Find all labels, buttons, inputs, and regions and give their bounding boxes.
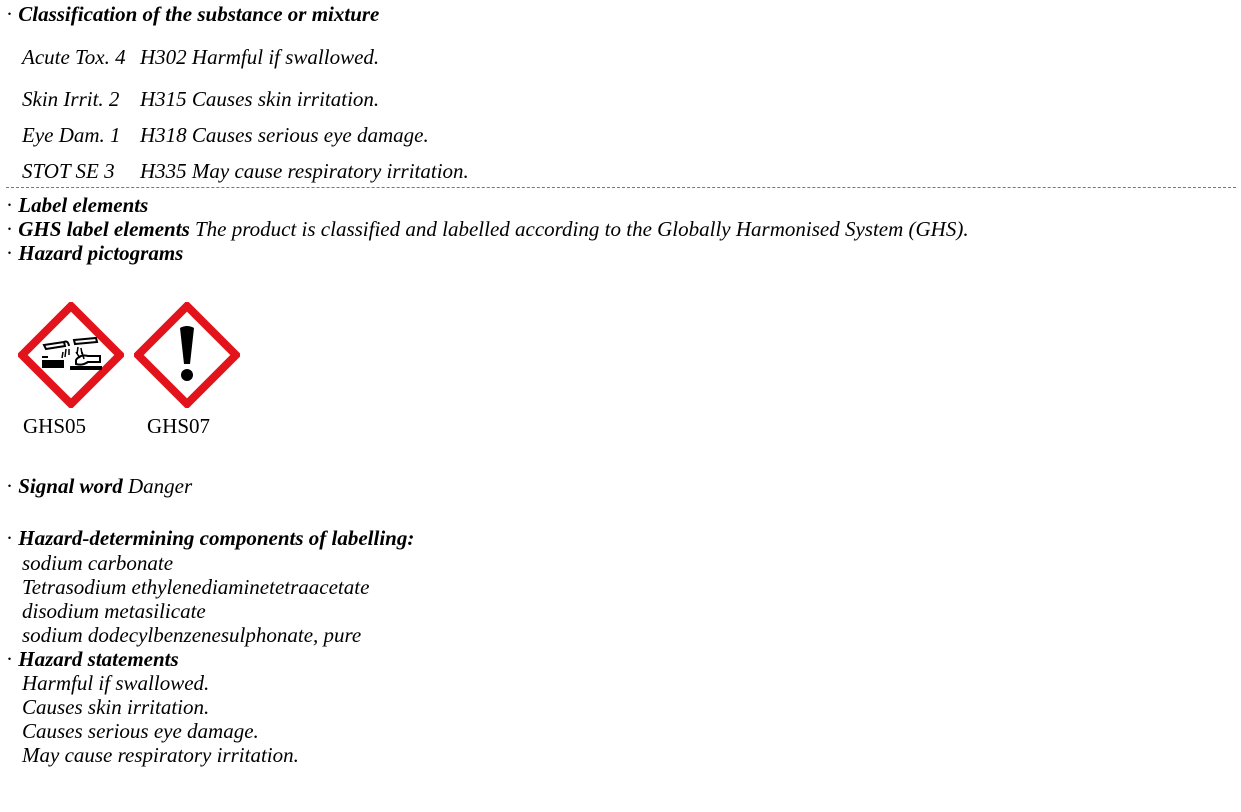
classification-row xyxy=(22,123,429,148)
classification-category: STOT SE 3 xyxy=(22,159,115,183)
ghs-label-elements-line xyxy=(6,217,969,242)
classification-statement: H315 Causes skin irritation. xyxy=(140,87,380,111)
classification-category: Eye Dam. 1 xyxy=(22,123,121,147)
signal-word-line xyxy=(6,474,192,499)
bullet: · xyxy=(6,526,13,550)
bullet: · xyxy=(6,647,13,671)
classification-statement: H335 May cause respiratory irritation. xyxy=(140,159,469,183)
label-elements-line xyxy=(6,193,148,218)
component-item: sodium dodecylbenzenesulphonate, pure xyxy=(22,623,362,647)
hazard-statement-item: Causes serious eye damage. xyxy=(22,719,259,743)
classification-row xyxy=(22,45,379,70)
components-heading-line xyxy=(6,526,414,551)
classification-heading-line xyxy=(6,2,379,27)
corrosion-icon xyxy=(18,302,124,408)
pictogram-code: GHS07 xyxy=(147,414,211,438)
classification-statement: H302 Harmful if swallowed. xyxy=(140,45,380,69)
bullet: · xyxy=(6,193,13,217)
bullet: · xyxy=(6,2,13,26)
classification-heading: Classification of the substance or mixture xyxy=(18,2,380,26)
label-elements-heading: Label elements xyxy=(18,193,149,217)
hazard-statement-item: May cause respiratory irritation. xyxy=(22,743,299,767)
components-heading: Hazard-determining components of labelling: xyxy=(18,526,415,550)
exclamation-mark-icon xyxy=(134,302,240,408)
classification-row xyxy=(22,87,379,112)
classification-category: Skin Irrit. 2 xyxy=(22,87,120,111)
hazard-statements-heading-line xyxy=(6,647,179,672)
component-item: sodium carbonate xyxy=(22,551,174,575)
signal-word-value: Danger xyxy=(127,474,193,498)
hazard-statement-item: Harmful if swallowed. xyxy=(22,671,210,695)
ghs-label-elements-text: The product is classified and labelled according to the Globally Harmonised System (GHS). xyxy=(195,217,969,241)
component-item: Tetrasodium ethylenediaminetetraacetate xyxy=(22,575,370,599)
bullet: · xyxy=(6,217,13,241)
component-item: disodium metasilicate xyxy=(22,599,206,623)
hazard-statements-heading: Hazard statements xyxy=(18,647,179,671)
signal-word-heading: Signal word xyxy=(18,474,123,498)
bullet: · xyxy=(6,241,13,265)
classification-statement: H318 Causes serious eye damage. xyxy=(140,123,429,147)
hazard-pictograms-line xyxy=(6,241,183,266)
bullet: · xyxy=(6,474,13,498)
pictogram-code: GHS05 xyxy=(23,414,87,438)
section-divider xyxy=(6,187,1236,188)
classification-category: Acute Tox. 4 xyxy=(22,45,126,69)
classification-row xyxy=(22,159,469,184)
hazard-pictograms-heading: Hazard pictograms xyxy=(18,241,184,265)
ghs-label-elements-heading: GHS label elements xyxy=(18,217,190,241)
hazard-statement-item: Causes skin irritation. xyxy=(22,695,210,719)
